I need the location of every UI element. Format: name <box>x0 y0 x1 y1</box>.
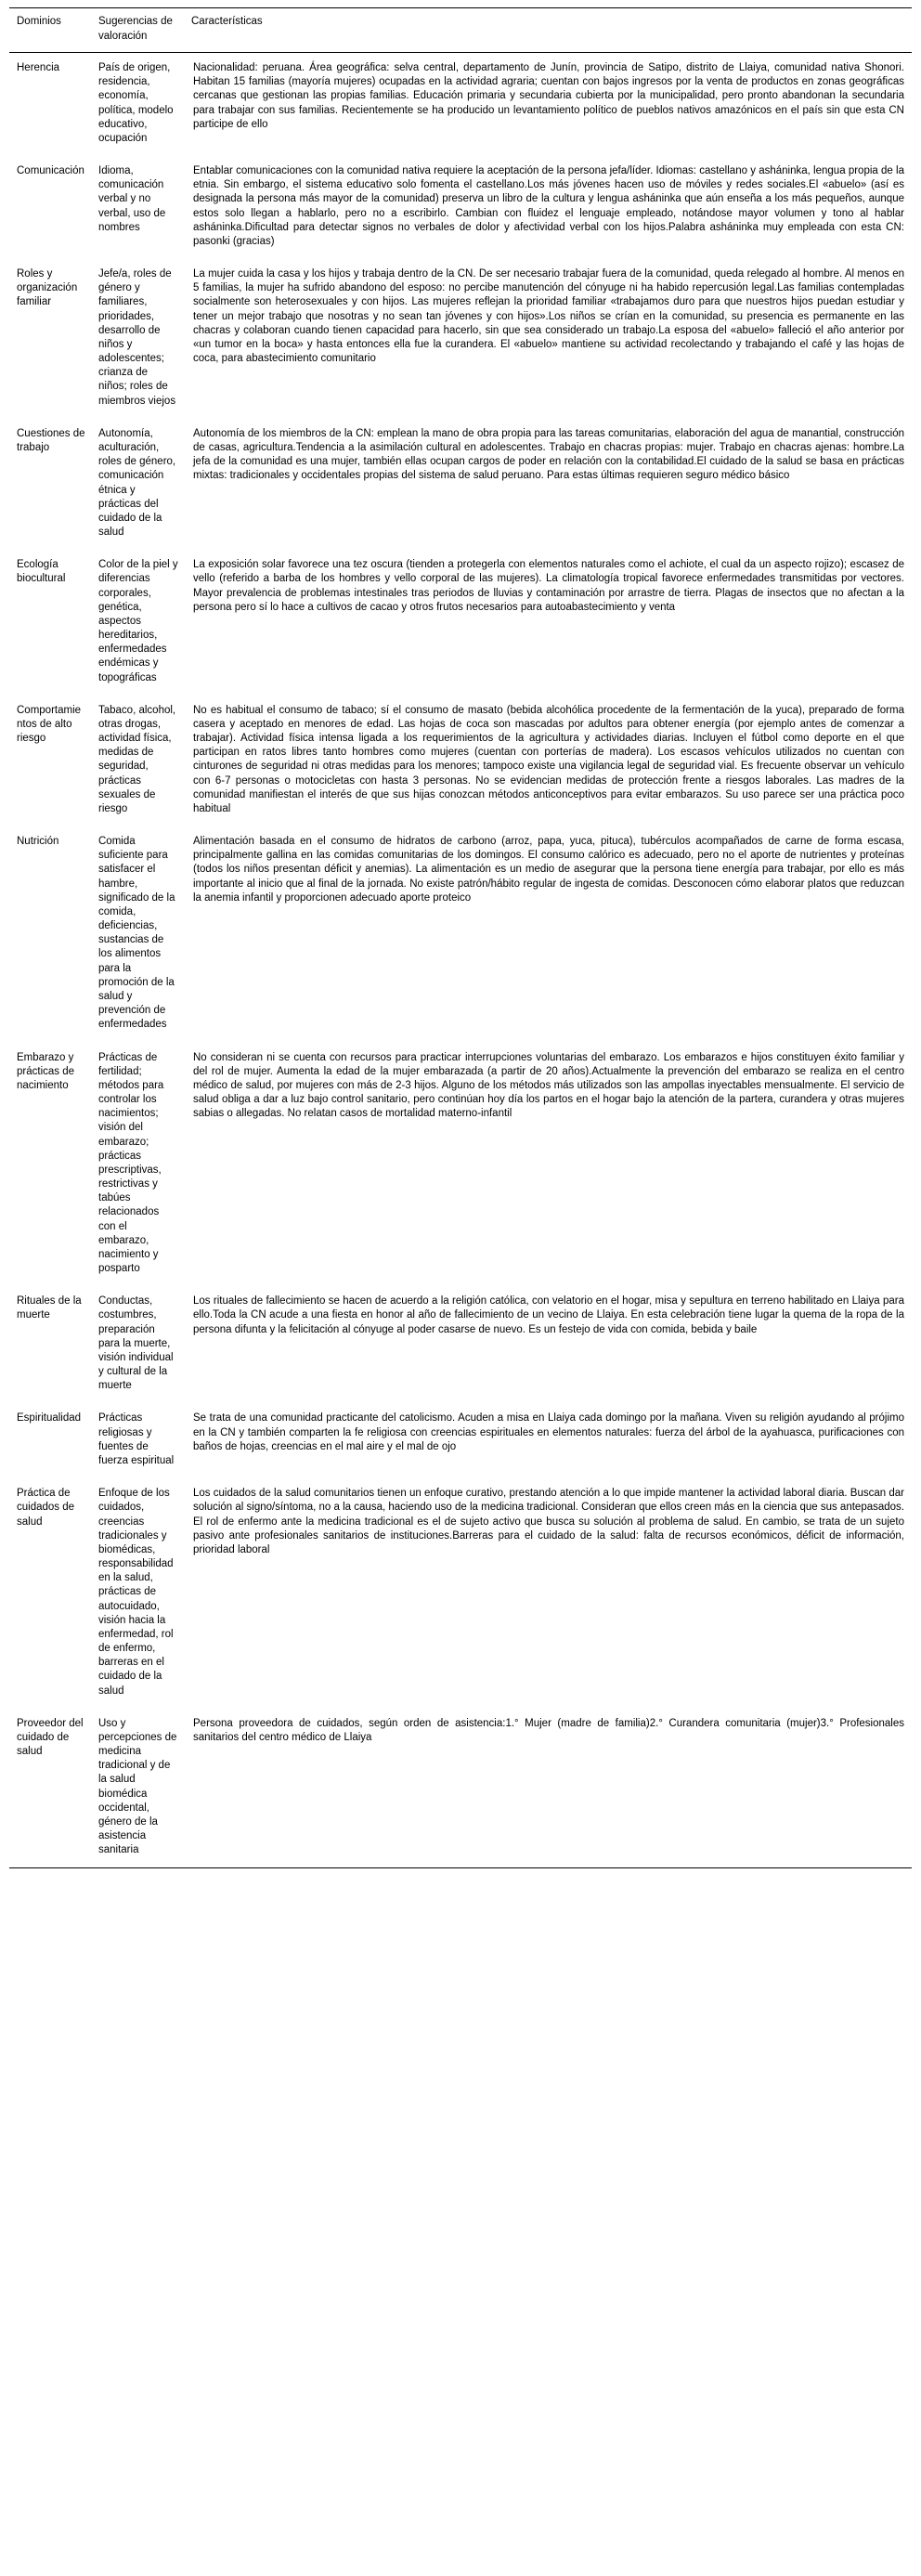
cell-sugerencias: País de origen, residencia, economía, política, modelo educativo, ocupación <box>98 62 174 144</box>
cell-sugerencias: Tabaco, alcohol, otras drogas, actividad física, medidas de seguridad, prácticas sexuales de riesgo <box>98 704 176 814</box>
cell-caracteristicas: Persona proveedora de cuidados, según orden de asistencia:1.° Mujer (madre de familia)2.° Curandera comunitaria (mujer)3.° Profesionales sanitarios del centro médico de Llaiya <box>184 1709 912 1868</box>
cell-dominio: Nutrición <box>17 836 59 848</box>
cell-caracteristicas: Entablar comunicaciones con la comunidad nativa requiere la aceptación de la persona jefa/líder. Idiomas: castellano y asháninka, lengua propia de la etnia. Sin embargo, el sistema educativo solo fomenta el castellano.Los más jóvenes hacen uso de móviles y redes sociales.El «abuelo» (así es designada la persona más mayor de la comunidad) preserva un libro de la cultura y lengua asháninka que aún enseña a los más pequeños, aunque estos solo llegan a hablarlo, pero no a escribirlo. Cambian con fluidez el lenguaje empleado, notándose mayor volumen y tono al hablar asháninka.Dificultad para detectar signos no verbales de dolor y afectividad verbal con los hijos.Palabra asháninka muy empleada con esta CN: pasonki (gracias) <box>193 165 904 247</box>
column-header-dominios: Dominios <box>9 8 91 53</box>
table-row <box>9 550 912 696</box>
cell-sugerencias: Idioma, comunicación verbal y no verbal, uso de nombres <box>98 165 166 233</box>
cell-caracteristicas: Los rituales de fallecimiento se hacen de acuerdo a la religión católica, con velatorio en el hogar, misa y sepultura en terreno habilitado en Llaiya para ello.Toda la CN acude a una fiesta en honor al año de fallecimiento de un vecino de Llaiya. En esta celebración tiene lugar la quema de la ropa de la persona difunta y la felicitación al cónyuge al poder casarse de nuevo. Es un festejo de vida con comida, bebida y baile <box>193 1295 904 1335</box>
column-header-caracteristicas: Características <box>184 8 912 53</box>
cell-sugerencias: Prácticas religiosas y fuentes de fuerza espiritual <box>98 1412 175 1466</box>
cell-sugerencias: Autonomía, aculturación, roles de género, comunicación étnica y prácticas del cuidado de la salud <box>98 427 176 539</box>
cell-sugerencias: Prácticas de fertilidad; métodos para controlar los nacimientos; visión del embarazo; prácticas prescriptivas, restrictivas y tabúes relacionados con el embarazo, nacimiento y posparto <box>98 1051 164 1275</box>
table-row <box>9 1043 912 1287</box>
table-body <box>9 53 912 1868</box>
cell-caracteristicas: No consideran ni se cuenta con recursos para practicar interrupciones voluntarias del embarazo. Los embarazos e hijos constituyen éxito familiar y del rol de mujer. Aumenta la edad de la mujer embarazada (a partir de 20 años).Actualmente la prevención del embarazo se realiza en el centro médico de salud, por mujeres con más de 2-3 hijos. Alguno de los métodos más utilizados son las ampollas inyectables mensualmente. El servicio de salud obliga a dar a luz bajo control sanitario, pero continúan hoy día los partos en el hogar bajo la atención de la partera, curandera y otras mujeres sabias o allegadas. No relatan casos de mortalidad materno-infantil <box>193 1051 904 1120</box>
cell-sugerencias: Conductas, costumbres, preparación para la muerte, visión individual y cultural de la muerte <box>98 1295 174 1392</box>
table-row <box>9 1709 912 1868</box>
table-row <box>9 156 912 259</box>
cell-caracteristicas: Se trata de una comunidad practicante del catolicismo. Acuden a misa en Llaiya cada domingo por la mañana. Viven su religión ayudando al prójimo en la CN y también comparten la fe religiosa con creencias espirituales en elementos naturales: fuerza del árbol de la ayahuasca, purificaciones con baños de hojas, creencias en el mal aire y el mal de ojo <box>193 1412 904 1452</box>
cell-dominio: Rituales de la muerte <box>17 1295 82 1321</box>
cell-sugerencias: Uso y percepciones de medicina tradicional y de la salud biomédica occidental, género de la asistencia sanitaria <box>91 1709 184 1868</box>
cell-dominio: Ecología biocultural <box>17 559 66 585</box>
cell-caracteristicas: Los cuidados de la salud comunitarios tienen un enfoque curativo, prestando atención a lo que impide mantener la actividad laboral diaria. Buscan dar solución al signo/síntoma, no a la causa, haciendo uso de la medicina tradicional. Consideran que ellos creen más en la ciencia que sus antepasados. El rol de enfermo ante la medicina tradicional es el de sujeto activo que busca su solución al problema de salud. En cambio, se trata de un sujeto pasivo ante profesionales sanitarios de instituciones.Barreras para el cuidado de la salud: falta de recursos económicos, déficit de información, prioridad laboral <box>193 1488 904 1555</box>
table-header-row <box>9 8 912 53</box>
table-row <box>9 53 912 157</box>
table-row <box>9 826 912 1042</box>
cell-dominio: Comunicación <box>17 165 84 177</box>
cell-dominio: Espiritualidad <box>17 1412 82 1425</box>
cell-sugerencias: Color de la piel y diferencias corporales, genética, aspectos hereditarios, enfermedades endémicas y topográficas <box>98 559 178 683</box>
cell-caracteristicas: Autonomía de los miembros de la CN: emplean la mano de obra propia para las tareas comunitarias, elaboración del agua de manantial, construcción de casas, agricultura.Tendencia a la asimilación cultural en adolescentes. Trabajo en chacras propias: mujer. Trabajo en chacras ajenas: hombre.La jefa de la comunidad es una mujer, también ellas ocupan cargos de poder en relación con la contabilidad.El cuidado de la salud se basa en prácticas mixtas: tradicionales y occidentales propias del sistema de salud peruano. Para estas últimas requieren seguro médico básico <box>193 427 904 482</box>
table-header <box>9 8 912 53</box>
column-header-sugerencias: Sugerencias de valoración <box>91 8 184 53</box>
cell-dominio: Cuestiones de trabajo <box>17 427 85 453</box>
cell-sugerencias: Comida suficiente para satisfacer el hambre, significado de la comida, deficiencias, sustancias de los alimentos para la promoción de la salud y prevención de enfermedades <box>98 836 175 1031</box>
cell-dominio: Práctica de cuidados de salud <box>17 1488 75 1528</box>
table-row <box>9 259 912 419</box>
cell-caracteristicas: Nacionalidad: peruana. Área geográfica: selva central, departamento de Junín, provincia de Satipo, distrito de Llaiya, comunidad nativa Shonori. Habitan 15 familias (mayoría mujeres) ocupadas en la actividad agraria; cuentan con bajos ingresos por la venta de productos en zonas geográficas cercanas que gestionan las propias familias. Educación primaria y secundaria cubierta por la municipalidad, pero pronto abandonan la secundaria para trabajar con sus familias. Recientemente se ha producido un levantamiento político de pueblos nativos amazónicos en el país sin que esta CN participe de ello <box>193 62 904 130</box>
cell-caracteristicas: La mujer cuida la casa y los hijos y trabaja dentro de la CN. De ser necesario trabajar fuera de la comunidad, queda relegado al hombre. Al menos en 5 familias, la mujer ha sufrido abandono del esposo: no percibe manutención del cónyuge ni ha habido repercusión legal.Las familias contempladas socialmente son heterosexuales y con hijos. Las mujeres reflejan la prioridad familiar «trabajamos duro para que nuestros hijos puedan estudiar y tener un mejor trabajo que nosotras y no sean tan jóvenes y con hijos».Los niños se crían en la comunidad, su presencia es permanente en las chacras y colaboran cuando tienen capacidad para hacerlo, sin que sea considerado un trabajo.La esposa del «abuelo» falleció el año anterior por «un tumor en la boca» y hasta entonces ella fue la curandera. El «abuelo» mantiene su actividad recolectando y trabajando el café y las hojas de coca, para abastecimiento comunitario <box>193 268 904 365</box>
cell-caracteristicas: Alimentación basada en el consumo de hidratos de carbono (arroz, papa, yuca, pituca), tubérculos acompañados de carne de forma escasa, principalmente gallina en las comidas comunitarias de los domingos. El consumo calórico es adecuado, pero no el aporte de nutrientes y proteínas (todos los niños presentan déficit y anemias). La alimentación es un medio de asegurar que la persona tiene energía para trabajar, por ello es más importante al inicio que al final de la jornada. No existe patrón/hábito regular de ingesta de comidas. Desconocen cómo elaborar platos que reduzcan la anemia infantil y proporcionen adecuado aporte proteico <box>193 836 904 904</box>
cell-sugerencias: Enfoque de los cuidados, creencias tradicionales y biomédicas, responsabilidad en la salud, prácticas de autocuidado, visión hacia la enfermedad, rol de enfermo, barreras en el cuidado de la salud <box>98 1488 174 1697</box>
table-row <box>9 1403 912 1478</box>
table-row <box>9 1478 912 1709</box>
cell-dominio: Roles y organización familiar <box>17 268 78 308</box>
table-row <box>9 696 912 826</box>
cultural-domains-table <box>9 7 912 1868</box>
cell-sugerencias: Jefe/a, roles de género y familiares, prioridades, desarrollo de niños y adolescentes; crianza de niños; roles de miembros viejos <box>98 268 176 407</box>
cell-dominio: Comportamientos de alto riesgo <box>17 704 82 745</box>
table-row <box>9 1286 912 1403</box>
cell-caracteristicas: No es habitual el consumo de tabaco; sí el consumo de masato (bebida alcohólica procedente de la fermentación de la yuca), preparado de forma casera y aceptado en menores de edad. Las hojas de coca son mascadas por adultos para obtener energía (por ejemplo antes de comenzar a trabajar). Actividad física intensa ligada a los requerimientos de la agricultura y actividades diarias. Incluyen el fútbol como deporte en el que participan en ratos libres tanto hombres como mujeres (cuentan con porterías de madera). Los escasos vehículos utilizados no cuentan con cinturones de seguridad ni otras medidas para los menores; tampoco existe una vigilancia legal de seguridad vial. Es frecuente observar un vehículo con 6-7 personas o motocicletas con hasta 3 personas. No se evidencian medidas de protección frente a riesgos laborales. Las madres de la comunidad manifiestan el interés de que sus hijas conozcan métodos anticonceptivos para evitar embarazos. Su uso parece ser una práctica poco habitual <box>193 704 904 814</box>
cell-dominio: Herencia <box>17 62 60 74</box>
cell-caracteristicas: La exposición solar favorece una tez oscura (tienden a protegerla con elementos naturales como el achiote, el cual da un aspecto rojizo); escasez de vello (referido a barba de los hombres y vello corporal de las mujeres). La climatología tropical favorece enfermedades transmitidas por vectores. Mayor prevalencia de problemas intestinales tras periodos de lluvias y contaminación por arrastre de tierra. Plagas de insectos que no afectan a la persona pero sí lo hace a cultivos de cacao y otros frutos necesarios para autoabastecimiento y venta <box>193 559 904 613</box>
cell-dominio: Embarazo y prácticas de nacimiento <box>17 1051 75 1091</box>
cell-dominio: Proveedor del cuidado de salud <box>9 1709 91 1868</box>
table-row <box>9 419 912 550</box>
